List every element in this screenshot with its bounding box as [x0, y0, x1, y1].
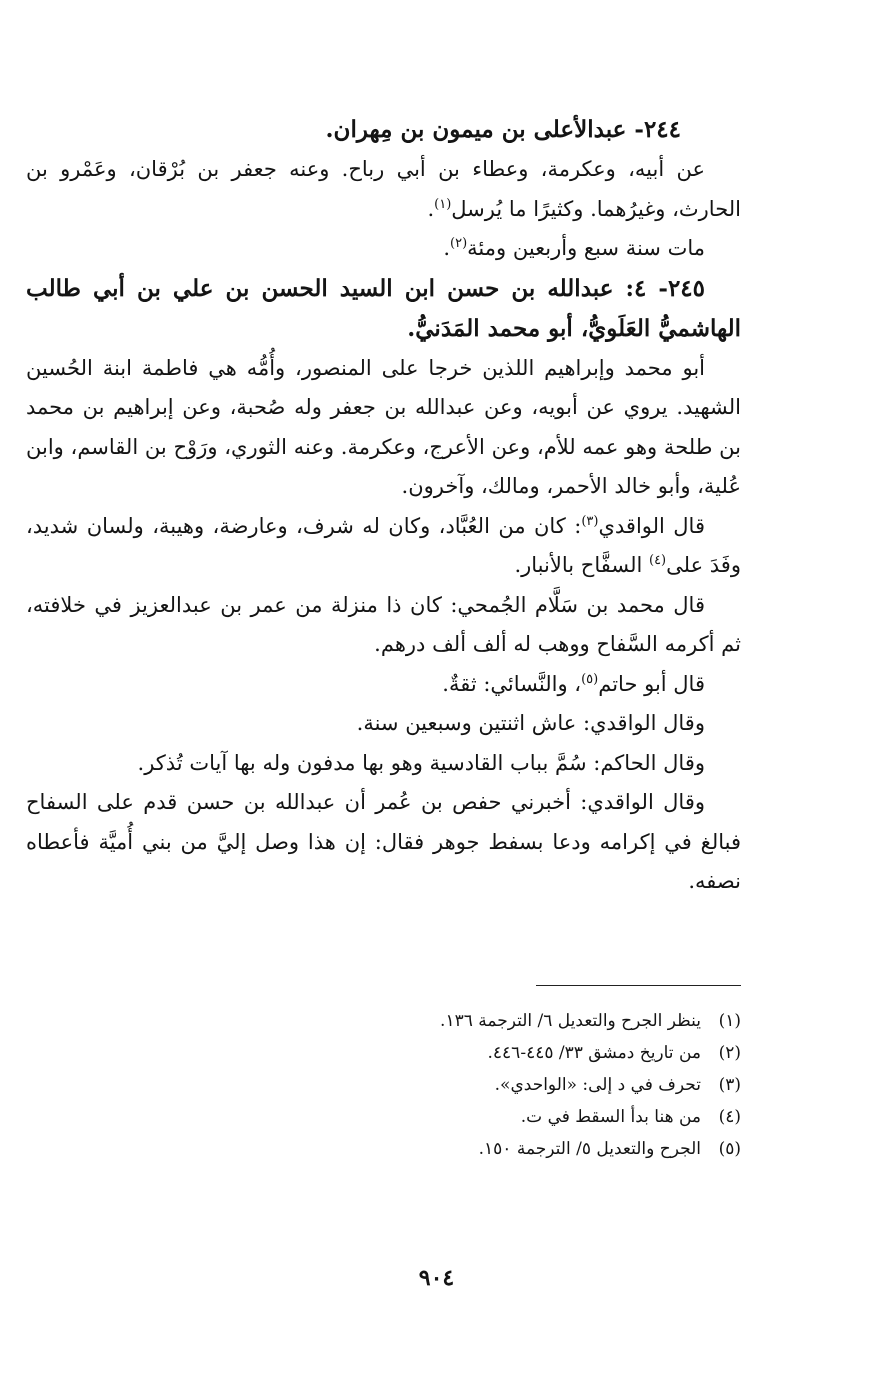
paragraph: قال أبو حاتم$^{(٥)}$، والنَّسائي: ثقةٌ.	[442, 671, 705, 696]
entry-heading-244: ٢٤٤- عبدالأعلى بن ميمون بن مِهران.	[325, 116, 681, 143]
footnote-divider	[536, 985, 741, 986]
page-number: ٩٠٤	[418, 1265, 455, 1291]
footnote-ref: (٥)	[581, 671, 599, 687]
paragraph: مات سنة سبع وأربعين ومئة$^{(٢)}$.	[443, 236, 705, 260]
footnote-ref: (٣)	[581, 513, 599, 529]
paragraph: قال الواقدي$^{(٣)}$: كان من العُبَّاد، وكان له شرف، وعارضة، وهيبة، ولسان شديد، وفَدَ على$^{(٤)}$ السفَّاح بالأنبار.	[26, 513, 741, 577]
paragraph: قال محمد بن سَلَّام الجُمحي: كان ذا منزلة من عمر بن عبدالعزيز في خلافته، ثم أكرمه السَّفاح ووهب له ألف ألف درهم.	[26, 592, 741, 656]
footnote-item: (١) ينظر الجرح والتعديل ٦/ الترجمة ١٣٦.	[440, 1011, 741, 1031]
paragraph: وقال الواقدي: عاش اثنتين وسبعين سنة.	[356, 711, 705, 735]
footnote-ref: (٤)	[648, 553, 667, 568]
paragraph: وقال الحاكم: سُمَّ بباب القادسية وهو بها مدفون وله بها آيات تُذكر.	[137, 750, 705, 775]
footnote-item: (٤) من هنا بدأ السقط في ت.	[520, 1107, 741, 1127]
footnote-item: (٥) الجرح والتعديل ٥/ الترجمة ١٥٠.	[478, 1139, 741, 1159]
paragraph: أبو محمد وإبراهيم اللذين خرجا على المنصور، وأُمُّه هي فاطمة ابنة الحُسين الشهيد. يروي عن أبويه، وعن عبدالله بن جعفر وله صُحبة، وعن إبراهيم بن محمد بن طلحة وهو عمه للأم، وعن الأعرج، وعكرمة. وعنه الثوري، ورَوْح بن القاسم، وابن عُلية، وأبو خالد الأحمر، ومالك، وآخرون.	[26, 355, 741, 498]
footnote-item: (٣) تحرف في د إلى: «الواحدي».	[494, 1075, 741, 1095]
paragraph: وقال الواقدي: أخبرني حفص بن عُمر أن عبدالله بن حسن قدم على السفاح فبالغ في إكرامه ودعا بسفط جوهر فقال: إن هذا وصل إليَّ من بني أُميَّة فأعطاه نصفه.	[26, 790, 741, 893]
entry-heading-245: ٢٤٥- ٤: عبدالله بن حسن ابن السيد الحسن بن علي بن أبي طالب الهاشميُّ العَلَويُّ، أبو محمد المَدَنيُّ.	[26, 274, 741, 342]
footnote-item: (٢) من تاريخ دمشق ٣٣/ ٤٤٥-٤٤٦.	[487, 1043, 741, 1063]
footnotes-list	[121, 1005, 741, 1165]
paragraph: عن أبيه، وعكرمة، وعطاء بن أبي رباح. وعنه جعفر بن بُرْقان، وعَمْرو بن الحارث، وغيرُهما. وكثيرًا ما يُرسل$^{(١)}$.	[26, 157, 741, 221]
main-text	[26, 110, 741, 902]
footnote-ref: (١)	[434, 196, 452, 212]
footnote-ref: (٢)	[450, 236, 468, 251]
